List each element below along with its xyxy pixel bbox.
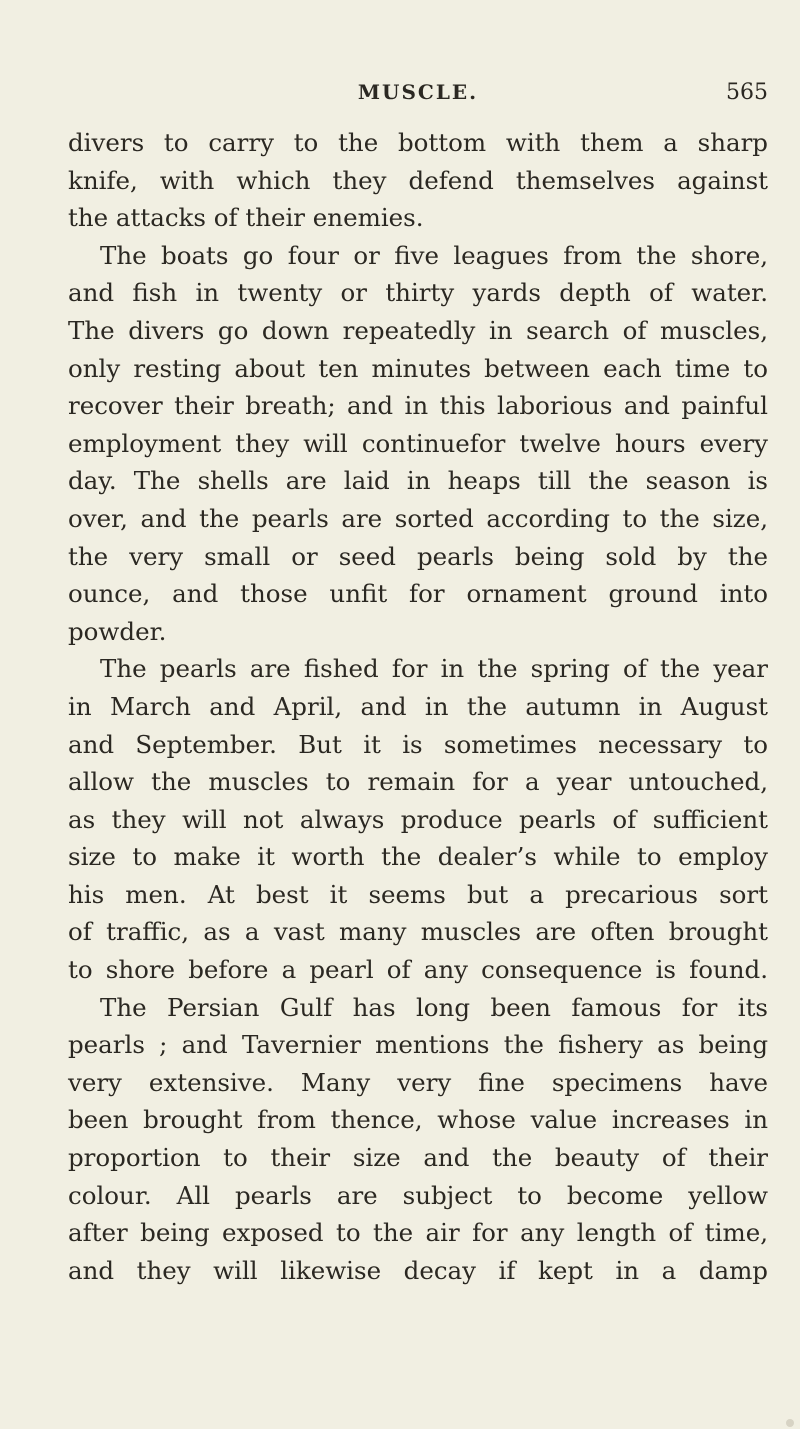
text-line: proportion to their size and the beauty of their [68, 1143, 768, 1173]
text-line: been brought from thence, whose value increases in [68, 1105, 768, 1135]
page-number: 565 [726, 80, 768, 105]
text-line: day. The shells are laid in heaps till the season is [68, 466, 768, 496]
text-line: as they will not always produce pearls of sufficient [68, 804, 768, 834]
paper-spot [786, 1419, 794, 1427]
text-line: allow the muscles to remain for a year untouched, [68, 767, 768, 797]
text-line: colour. All pearls are subject to become yellow [68, 1180, 768, 1210]
text-line: in March and April, and in the autumn in August [68, 691, 768, 721]
text-line: very extensive. Many very fine specimens have [68, 1067, 768, 1097]
text-line: his men. At best it seems but a precarious sort [68, 879, 768, 909]
text-line: powder. [68, 616, 167, 646]
text-line: knife, with which they defend themselves against [68, 165, 768, 195]
text-line: of traffic, as a vast many muscles are often brought [68, 917, 768, 947]
text-line: The divers go down repeatedly in search of muscles, [68, 315, 768, 345]
body-text [68, 124, 768, 1289]
text-line: The boats go four or five leagues from the shore, [100, 240, 768, 270]
text-line: after being exposed to the air for any length of time, [68, 1218, 768, 1248]
text-line: to shore before a pearl of any consequence is found. [68, 955, 768, 985]
running-head [68, 80, 768, 112]
text-line: divers to carry to the bottom with them a sharp [68, 128, 768, 157]
text-line: and September. But it is sometimes necessary to [68, 729, 768, 759]
text-line: over, and the pearls are sorted according to the size, [68, 503, 768, 533]
text-line: The Persian Gulf has long been famous for its [100, 992, 768, 1022]
text-line: and fish in twenty or thirty yards depth of water. [68, 278, 768, 308]
text-line: only resting about ten minutes between each time to [68, 353, 768, 383]
text-line: the very small or seed pearls being sold by the [68, 541, 768, 571]
text-line: the attacks of their enemies. [68, 203, 424, 233]
text-line: recover their breath; and in this laborious and painful [68, 391, 768, 421]
text-line: ounce, and those unfit for ornament ground into [68, 579, 768, 609]
text-line: The pearls are fished for in the spring of the year [100, 654, 768, 684]
text-line: size to make it worth the dealer’s while to employ [68, 842, 768, 872]
text-line: employment they will continuefor twelve hours every [68, 428, 768, 458]
running-title: MUSCLE. [357, 80, 479, 104]
text-line: pearls ; and Tavernier mentions the fishery as being [68, 1030, 768, 1060]
text-line: and they will likewise decay if kept in a damp [68, 1255, 768, 1285]
